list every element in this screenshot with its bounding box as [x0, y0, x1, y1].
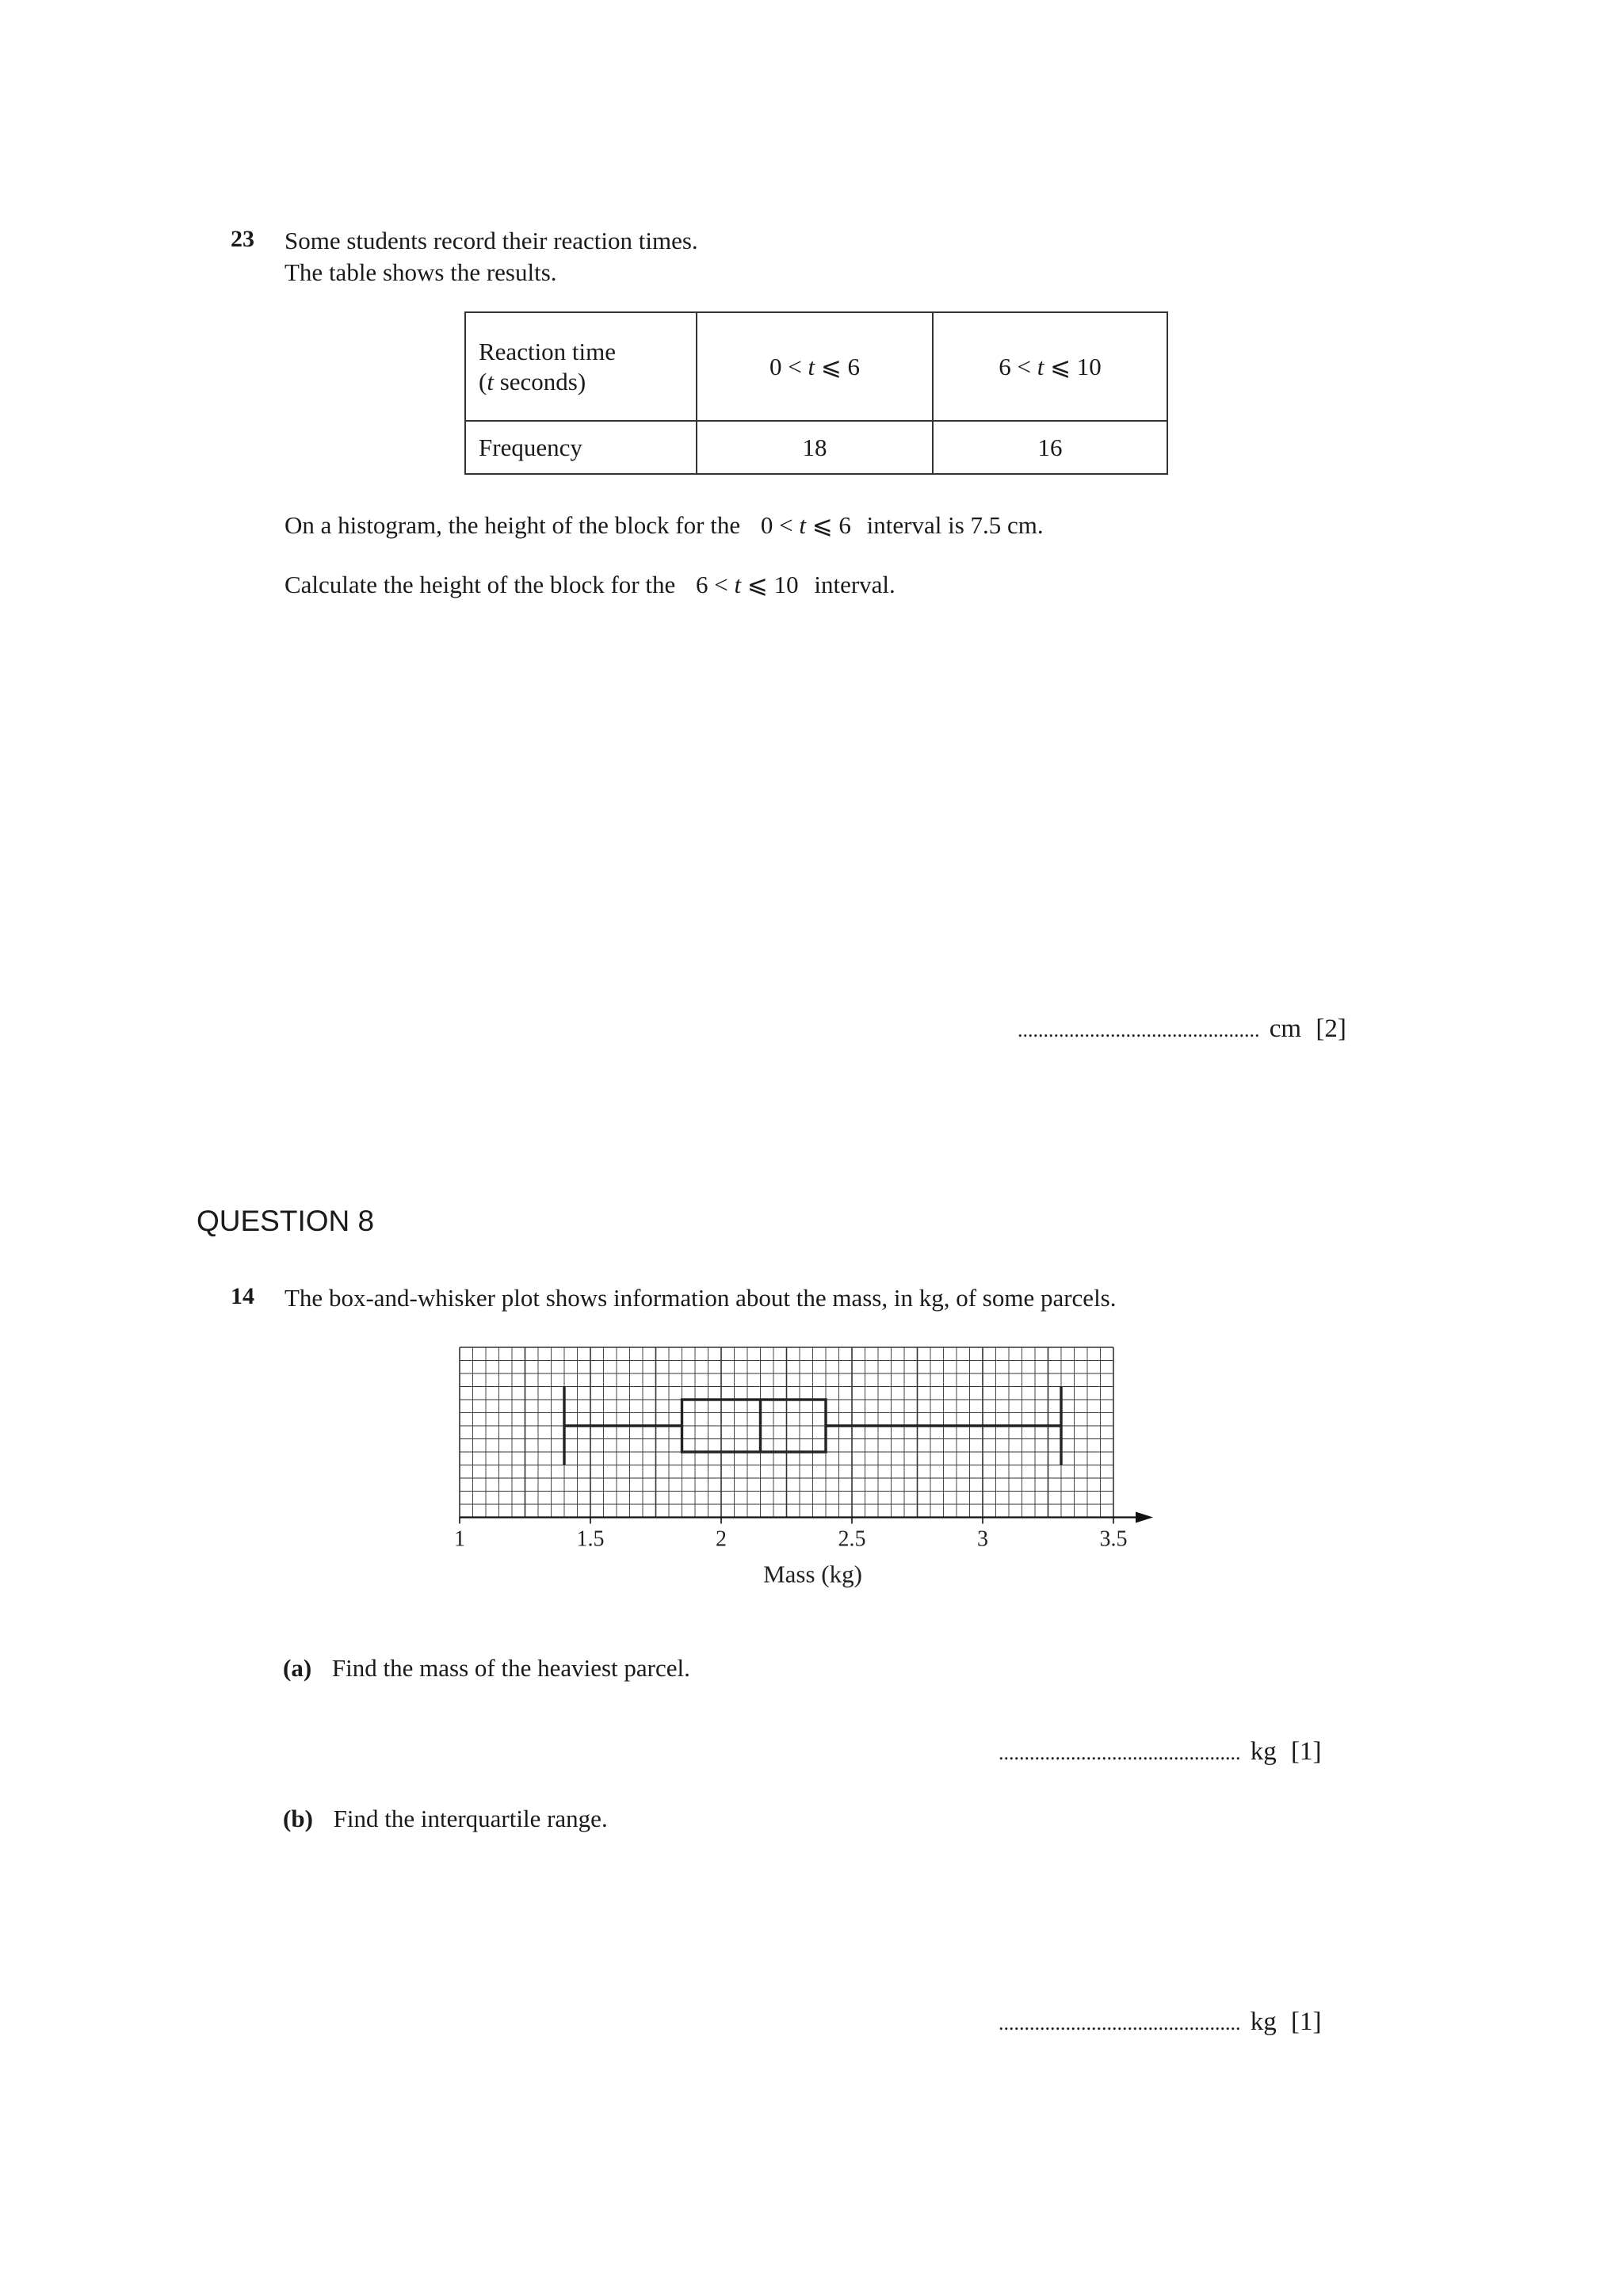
part-a-label: (a)	[283, 1654, 312, 1682]
table-header-interval-1	[697, 312, 933, 421]
histogram-text-end: interval is 7.5 cm.	[866, 511, 1044, 539]
table-cell-frequency-2: 16	[933, 421, 1167, 474]
x-tick-label: 2.5	[838, 1526, 866, 1552]
histogram-statement	[285, 510, 1044, 541]
question-number: 23	[231, 226, 254, 252]
answer-marks: [1]	[1291, 1737, 1322, 1766]
section-heading: QUESTION 8	[197, 1205, 375, 1237]
x-axis-label: Mass (kg)	[763, 1560, 862, 1588]
answer-marks: [1]	[1291, 2008, 1322, 2036]
question-intro-line1: Some students record their reaction times.	[285, 227, 698, 254]
part-b-text: Find the interquartile range.	[333, 1805, 608, 1832]
part-b-label: (b)	[283, 1805, 313, 1832]
part-b	[283, 1803, 608, 1835]
part-a-text: Find the mass of the heaviest parcel.	[331, 1654, 690, 1682]
answer-unit: kg	[1250, 1737, 1277, 1766]
histogram-interval-upper: ⩽ 6	[805, 511, 851, 539]
x-tick-label: 1.5	[576, 1526, 605, 1552]
x-axis-arrow	[1136, 1512, 1153, 1523]
calc-text-end: interval.	[814, 571, 896, 598]
answer-marks: [2]	[1316, 1014, 1346, 1043]
header-label-line2: seconds)	[493, 367, 586, 395]
x-tick-label: 2	[716, 1526, 727, 1552]
histogram-interval-var: t	[799, 511, 806, 539]
frequency-table	[464, 311, 1168, 475]
interval-1-upper: ⩽ 6	[815, 352, 861, 380]
calc-interval	[696, 571, 799, 598]
answer-dots[interactable]: ...............................................	[1018, 1018, 1260, 1041]
calc-text: Calculate the height of the block for the	[285, 571, 676, 598]
answer-dots[interactable]: ...............................................	[999, 1741, 1241, 1764]
answer-unit: kg	[1250, 2008, 1277, 2036]
histogram-interval-lower: 0 <	[760, 511, 800, 539]
calc-interval-upper: ⩽ 10	[741, 571, 799, 598]
interval-1-lower: 0 <	[769, 352, 808, 380]
answer-line-part-b[interactable]	[999, 2008, 1321, 2037]
interval-2-var: t	[1037, 352, 1044, 380]
interval-2-upper: ⩽ 10	[1044, 352, 1102, 380]
histogram-text: On a histogram, the height of the block for the	[285, 511, 741, 539]
x-tick-label: 1	[454, 1526, 465, 1552]
answer-dots[interactable]: ...............................................	[999, 2011, 1241, 2034]
x-axis	[454, 1512, 1153, 1552]
calculate-instruction	[285, 569, 896, 601]
answer-line-part-a[interactable]	[999, 1737, 1321, 1767]
question-number: 14	[231, 1283, 254, 1309]
table-row	[465, 421, 1167, 474]
x-tick-label: 3	[977, 1526, 988, 1552]
box-and-whisker-plot	[444, 1331, 1173, 1648]
histogram-interval	[761, 511, 851, 539]
calc-interval-var: t	[734, 571, 742, 598]
table-header-label	[465, 312, 697, 421]
part-a	[283, 1652, 690, 1684]
header-paren: (	[479, 367, 487, 395]
x-tick-label: 3.5	[1099, 1526, 1128, 1552]
table-row	[465, 312, 1167, 421]
interval-2-lower: 6 <	[999, 352, 1037, 380]
interval-1-var: t	[808, 352, 815, 380]
answer-unit: cm	[1269, 1014, 1302, 1043]
question-intro-line2: The table shows the results.	[285, 258, 557, 286]
question-intro: The box-and-whisker plot shows information about the mass, in kg, of some parcels.	[285, 1284, 1117, 1312]
table-cell-frequency-1: 18	[697, 421, 933, 474]
answer-line-q23[interactable]	[1018, 1014, 1346, 1044]
time-variable: t	[487, 367, 494, 395]
grid	[460, 1347, 1113, 1518]
calc-interval-lower: 6 <	[696, 571, 735, 598]
table-row-label: Frequency	[465, 421, 697, 474]
table-header-interval-2	[933, 312, 1167, 421]
header-label-line1: Reaction time	[479, 337, 617, 365]
